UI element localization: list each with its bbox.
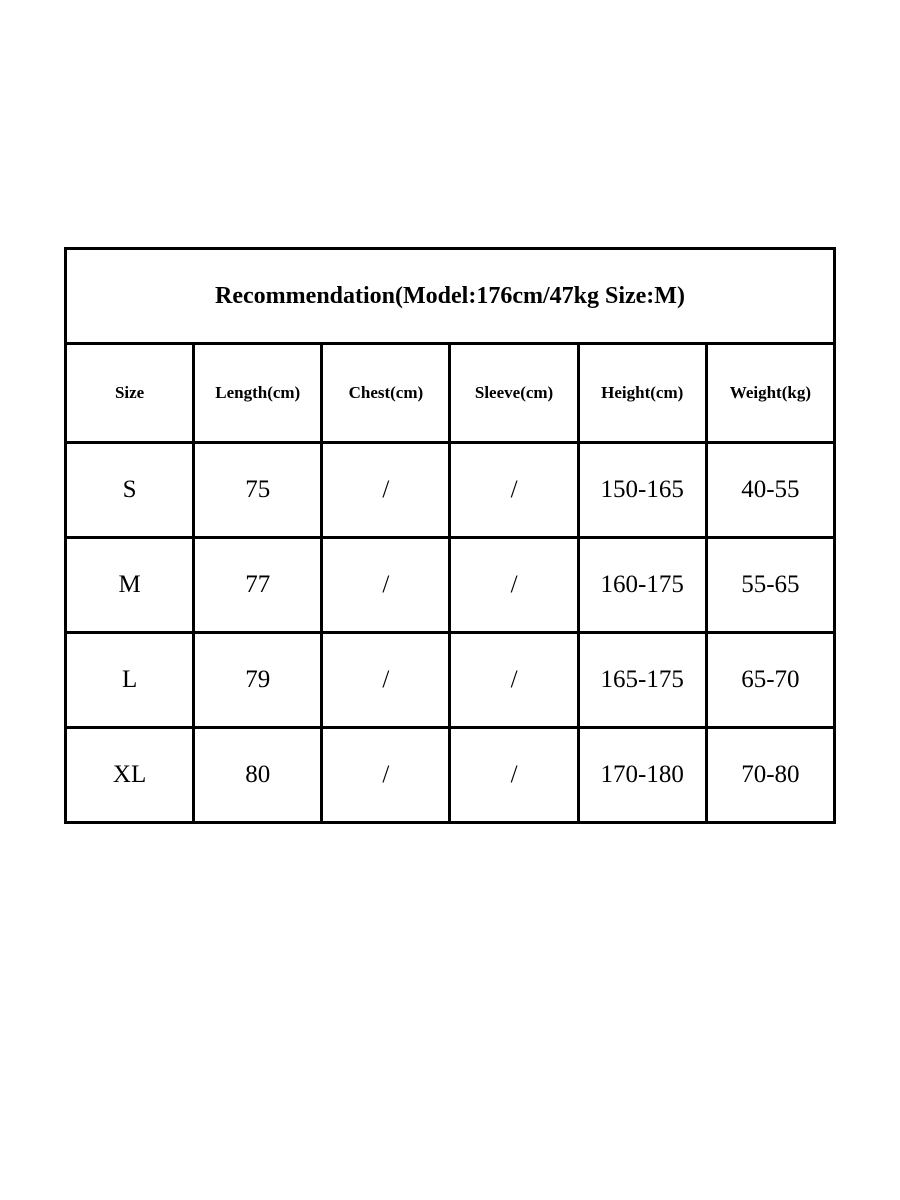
header-chest: Chest(cm) <box>322 344 450 443</box>
cell-sleeve: / <box>450 728 578 823</box>
cell-weight: 70-80 <box>706 728 834 823</box>
cell-size: S <box>66 443 194 538</box>
cell-chest: / <box>322 443 450 538</box>
table-row <box>66 728 835 823</box>
cell-length: 80 <box>194 728 322 823</box>
header-sleeve: Sleeve(cm) <box>450 344 578 443</box>
cell-height: 165-175 <box>578 633 706 728</box>
table-row <box>66 633 835 728</box>
cell-size: L <box>66 633 194 728</box>
header-row <box>66 344 835 443</box>
cell-chest: / <box>322 728 450 823</box>
table-row <box>66 443 835 538</box>
header-weight: Weight(kg) <box>706 344 834 443</box>
title-row <box>66 249 835 344</box>
cell-length: 79 <box>194 633 322 728</box>
cell-height: 160-175 <box>578 538 706 633</box>
cell-sleeve: / <box>450 633 578 728</box>
cell-chest: / <box>322 538 450 633</box>
cell-size: M <box>66 538 194 633</box>
cell-weight: 55-65 <box>706 538 834 633</box>
cell-height: 150-165 <box>578 443 706 538</box>
header-size: Size <box>66 344 194 443</box>
cell-weight: 65-70 <box>706 633 834 728</box>
cell-height: 170-180 <box>578 728 706 823</box>
table-title: Recommendation(Model:176cm/47kg Size:M) <box>66 249 835 344</box>
cell-weight: 40-55 <box>706 443 834 538</box>
header-height: Height(cm) <box>578 344 706 443</box>
cell-sleeve: / <box>450 538 578 633</box>
cell-length: 77 <box>194 538 322 633</box>
cell-chest: / <box>322 633 450 728</box>
cell-size: XL <box>66 728 194 823</box>
table-row <box>66 538 835 633</box>
cell-sleeve: / <box>450 443 578 538</box>
cell-length: 75 <box>194 443 322 538</box>
header-length: Length(cm) <box>194 344 322 443</box>
size-chart-table <box>64 247 836 824</box>
